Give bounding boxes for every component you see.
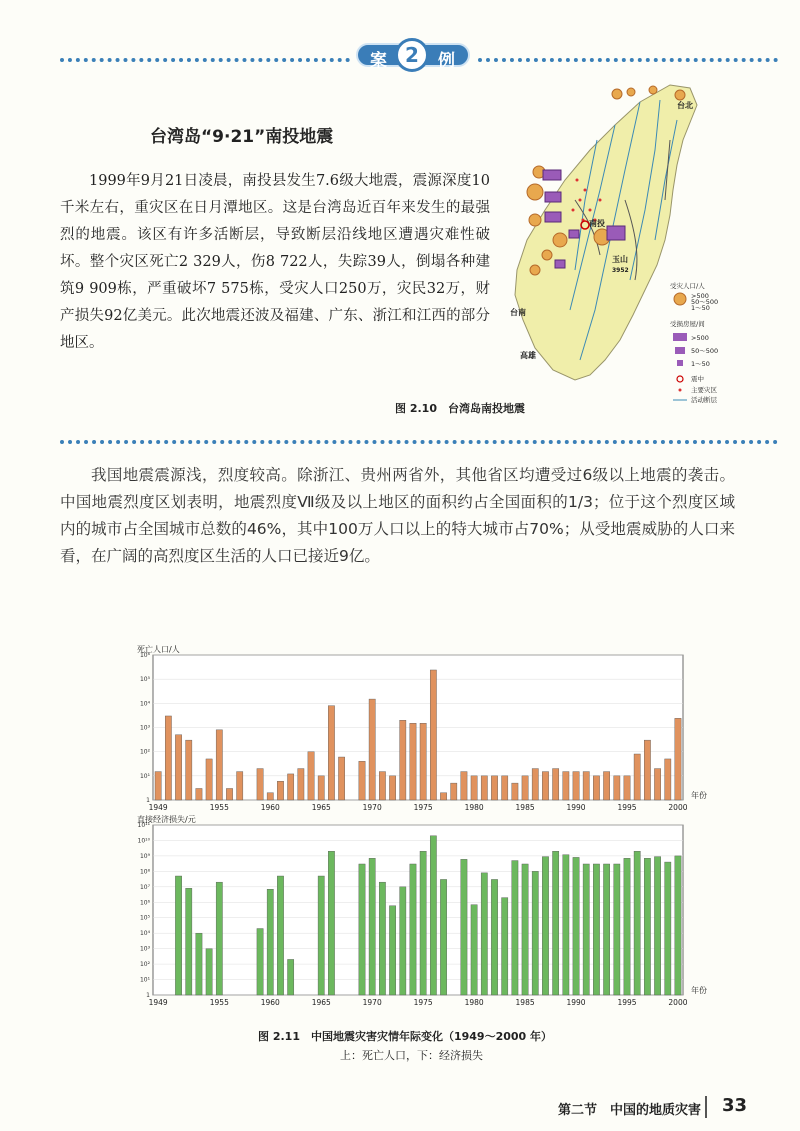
bar-1988 xyxy=(553,769,559,800)
svg-text:>500: >500 xyxy=(691,334,709,342)
bar-1972 xyxy=(389,906,395,995)
place-nantou: 南投 xyxy=(589,219,605,228)
bar-1985 xyxy=(522,776,528,800)
bar-1992 xyxy=(593,864,599,995)
x-axis-label: 年份 xyxy=(691,986,707,995)
bar-1973 xyxy=(400,887,406,995)
footer-divider xyxy=(705,1096,707,1118)
bar-1967 xyxy=(338,757,344,800)
bar-1984 xyxy=(512,783,518,800)
y-tick-label: 1 xyxy=(146,797,150,804)
y-tick-label: 10⁷ xyxy=(139,883,150,891)
bar-1959 xyxy=(257,769,263,800)
bar-1980 xyxy=(471,776,477,800)
bar-1973 xyxy=(400,720,406,800)
svg-text:1～50: 1～50 xyxy=(691,304,710,312)
x-tick-label: 1960 xyxy=(260,803,280,812)
x-tick-label: 1970 xyxy=(362,803,382,812)
bar-1970 xyxy=(369,858,375,995)
y-tick-label: 10⁹ xyxy=(139,852,150,860)
bar-1974 xyxy=(410,723,416,800)
figure-2-11-caption: 图 2.11 中国地震灾害灾情年际变化（1949～2000 年） xyxy=(258,1030,553,1043)
bar-1956 xyxy=(226,788,232,800)
main-paragraph: 我国地震震源浅，烈度较高。除浙江、贵州两省外，其他省区均遭受过6级以上地震的袭击。中国地震烈度区划表明，地震烈度Ⅶ级及以上地区的面积约占全国面积的1/3；位于这个烈度区域内的城市占全国城市总数的46%，其中100万人口以上的特大城市占70%；从受地震威胁的人口来看，在广阔的高烈度区生活的人口已接近9亿。 xyxy=(60,466,735,565)
x-tick-label: 1955 xyxy=(209,803,229,812)
bottom-dotted-rule xyxy=(60,440,778,444)
bar-1952 xyxy=(186,740,192,800)
bar-1955 xyxy=(216,730,222,800)
svg-text:50～500: 50～500 xyxy=(691,298,719,306)
svg-text:震中: 震中 xyxy=(691,375,704,383)
x-tick-label: 1965 xyxy=(311,803,331,812)
earthquake-charts xyxy=(135,645,735,1025)
figure-2-11-subcaption: 上：死亡人口，下：经济损失 xyxy=(340,1049,483,1062)
bar-1949 xyxy=(155,772,161,800)
bar-1979 xyxy=(461,772,467,800)
bar-1955 xyxy=(216,882,222,995)
bar-1962 xyxy=(288,774,294,800)
y-tick-label: 10⁴ xyxy=(139,700,150,708)
top-dotted-rule-right xyxy=(478,58,778,62)
bar-1996 xyxy=(634,754,640,800)
x-tick-label: 1955 xyxy=(209,998,229,1007)
x-axis-label: 年份 xyxy=(691,791,707,800)
bar-1965 xyxy=(318,876,324,995)
bar-1995 xyxy=(624,776,630,800)
bar-1983 xyxy=(502,898,508,995)
x-tick-label: 1965 xyxy=(311,998,331,1007)
bar-1980 xyxy=(471,905,477,995)
bar-1998 xyxy=(654,769,660,800)
place-yushan-height: 3952 xyxy=(612,267,629,274)
bar-1961 xyxy=(277,781,283,800)
bar-1992 xyxy=(593,776,599,800)
bar-1989 xyxy=(563,855,569,995)
bar-1954 xyxy=(206,759,212,800)
bar-1989 xyxy=(563,772,569,800)
bar-1977 xyxy=(440,793,446,800)
place-taibei: 台北 xyxy=(677,101,693,110)
x-tick-label: 1985 xyxy=(515,998,535,1007)
bar-1977 xyxy=(440,879,446,995)
svg-text:1～50: 1～50 xyxy=(691,360,710,368)
bar-1990 xyxy=(573,772,579,800)
bar-1979 xyxy=(461,859,467,995)
x-tick-label: 1995 xyxy=(617,998,637,1007)
case-badge-left: 案 xyxy=(370,51,387,71)
bar-2000 xyxy=(675,718,681,800)
bar-1953 xyxy=(196,933,202,995)
y-tick-label: 10¹⁰ xyxy=(137,837,150,845)
svg-text:>500: >500 xyxy=(691,292,709,300)
bar-1978 xyxy=(451,783,457,800)
bar-1982 xyxy=(491,879,497,995)
bar-1993 xyxy=(603,864,609,995)
y-axis-label: 直接经济损失/元 xyxy=(137,815,196,824)
bar-1972 xyxy=(389,776,395,800)
svg-text:50～500: 50～500 xyxy=(691,347,719,355)
bar-1975 xyxy=(420,851,426,995)
x-tick-label: 1995 xyxy=(617,803,637,812)
bar-1951 xyxy=(175,876,181,995)
y-tick-label: 1 xyxy=(146,992,150,999)
bar-1970 xyxy=(369,699,375,800)
bar-1959 xyxy=(257,929,263,995)
bar-1953 xyxy=(196,788,202,800)
bar-1974 xyxy=(410,864,416,995)
bar-1966 xyxy=(328,706,334,800)
bar-1986 xyxy=(532,871,538,995)
case-number: 2 xyxy=(395,38,429,72)
figure-2-10-caption: 图 2.10 台湾岛南投地震 xyxy=(395,402,525,415)
bar-1986 xyxy=(532,769,538,800)
case-badge-right: 例 xyxy=(438,51,455,71)
y-tick-label: 10⁶ xyxy=(139,652,150,659)
bar-1962 xyxy=(288,959,294,995)
y-tick-label: 10¹ xyxy=(139,976,150,984)
bar-1995 xyxy=(624,858,630,995)
y-tick-label: 10² xyxy=(139,748,150,756)
bar-1971 xyxy=(379,772,385,800)
bar-1965 xyxy=(318,776,324,800)
bar-1957 xyxy=(237,772,243,800)
bar-1954 xyxy=(206,949,212,995)
place-gaoxiong: 高雄 xyxy=(520,351,536,360)
place-tainan: 台南 xyxy=(510,308,526,317)
bar-1997 xyxy=(644,858,650,995)
page-number: 33 xyxy=(722,1095,748,1116)
bar-1951 xyxy=(175,735,181,800)
x-tick-label: 2000 xyxy=(668,803,688,812)
x-tick-label: 1980 xyxy=(464,803,484,812)
bar-1991 xyxy=(583,864,589,995)
y-tick-label: 10⁴ xyxy=(139,930,150,938)
y-axis-label: 死亡人口/人 xyxy=(137,645,180,654)
x-tick-label: 2000 xyxy=(668,998,688,1007)
bar-1981 xyxy=(481,776,487,800)
bar-1963 xyxy=(298,769,304,800)
y-tick-label: 10² xyxy=(139,961,150,969)
bar-1984 xyxy=(512,861,518,995)
svg-text:主要灾区: 主要灾区 xyxy=(691,386,717,394)
bar-1960 xyxy=(267,793,273,800)
x-tick-label: 1970 xyxy=(362,998,382,1007)
y-tick-label: 10⁸ xyxy=(139,868,150,876)
case-text: 1999年9月21日凌晨，南投县发生7.6级大地震，震源深度10千米左右，重灾区在日月潭地区。这是台湾岛近百年来发生的最强烈的地震。该区有许多活断层，导致断层沿线地区遭遇灾难性破坏。整个灾区死亡2 329人，伤8 722人，失踪39人，倒塌各种建筑9 909栋，严重破坏7 575栋，受灾人口250万，灾民32万，财产损失92亿美元。此次地震还波及福建、广东、浙江和江西的部分地区。 xyxy=(60,173,490,351)
svg-text:活动断层: 活动断层 xyxy=(691,396,717,404)
bar-1991 xyxy=(583,772,589,800)
bar-1969 xyxy=(359,761,365,800)
bar-1964 xyxy=(308,752,314,800)
y-tick-label: 10⁵ xyxy=(139,914,150,922)
bar-1999 xyxy=(665,862,671,995)
bar-1987 xyxy=(542,772,548,800)
bar-1969 xyxy=(359,864,365,995)
x-tick-label: 1960 xyxy=(260,998,280,1007)
bar-1950 xyxy=(165,716,171,800)
place-yushan: 玉山 xyxy=(612,255,628,264)
bar-1996 xyxy=(634,851,640,995)
x-tick-label: 1985 xyxy=(515,803,535,812)
y-tick-label: 10¹ xyxy=(139,772,150,780)
footer-section-title: 第二节 中国的地质灾害 xyxy=(558,1103,702,1118)
bar-1975 xyxy=(420,723,426,800)
y-tick-label: 10⁵ xyxy=(139,676,150,684)
x-tick-label: 1975 xyxy=(413,998,433,1007)
x-tick-label: 1975 xyxy=(413,803,433,812)
bar-1994 xyxy=(614,776,620,800)
bar-1983 xyxy=(502,776,508,800)
bar-1985 xyxy=(522,864,528,995)
y-tick-label: 10⁶ xyxy=(139,899,150,907)
bar-1990 xyxy=(573,857,579,995)
bar-2000 xyxy=(675,856,681,995)
bar-1994 xyxy=(614,864,620,995)
x-tick-label: 1949 xyxy=(148,998,168,1007)
x-tick-label: 1949 xyxy=(148,803,168,812)
y-tick-label: 10³ xyxy=(139,724,150,732)
y-tick-label: 10¹¹ xyxy=(137,822,150,829)
bar-1987 xyxy=(542,857,548,995)
y-tick-label: 10³ xyxy=(139,945,150,953)
bar-1966 xyxy=(328,851,334,995)
case-badge xyxy=(356,38,470,72)
taiwan-earthquake-map xyxy=(505,80,780,420)
bar-1988 xyxy=(553,851,559,995)
legend-house-title: 受损房屋/间 xyxy=(670,320,705,328)
x-tick-label: 1990 xyxy=(566,803,586,812)
bar-1997 xyxy=(644,740,650,800)
bar-1960 xyxy=(267,889,273,995)
map-legend xyxy=(670,281,718,404)
case-title: 台湾岛“9·21”南投地震 xyxy=(150,127,334,147)
bar-1993 xyxy=(603,772,609,800)
bar-1976 xyxy=(430,836,436,995)
bar-1976 xyxy=(430,670,436,800)
bar-1999 xyxy=(665,759,671,800)
bar-1961 xyxy=(277,876,283,995)
bar-1981 xyxy=(481,873,487,995)
bar-1998 xyxy=(654,857,660,995)
bar-1952 xyxy=(186,888,192,995)
legend-pop-title: 受灾人口/人 xyxy=(670,282,705,290)
bar-1971 xyxy=(379,882,385,995)
x-tick-label: 1990 xyxy=(566,998,586,1007)
x-tick-label: 1980 xyxy=(464,998,484,1007)
top-dotted-rule xyxy=(60,58,350,62)
bar-1982 xyxy=(491,776,497,800)
